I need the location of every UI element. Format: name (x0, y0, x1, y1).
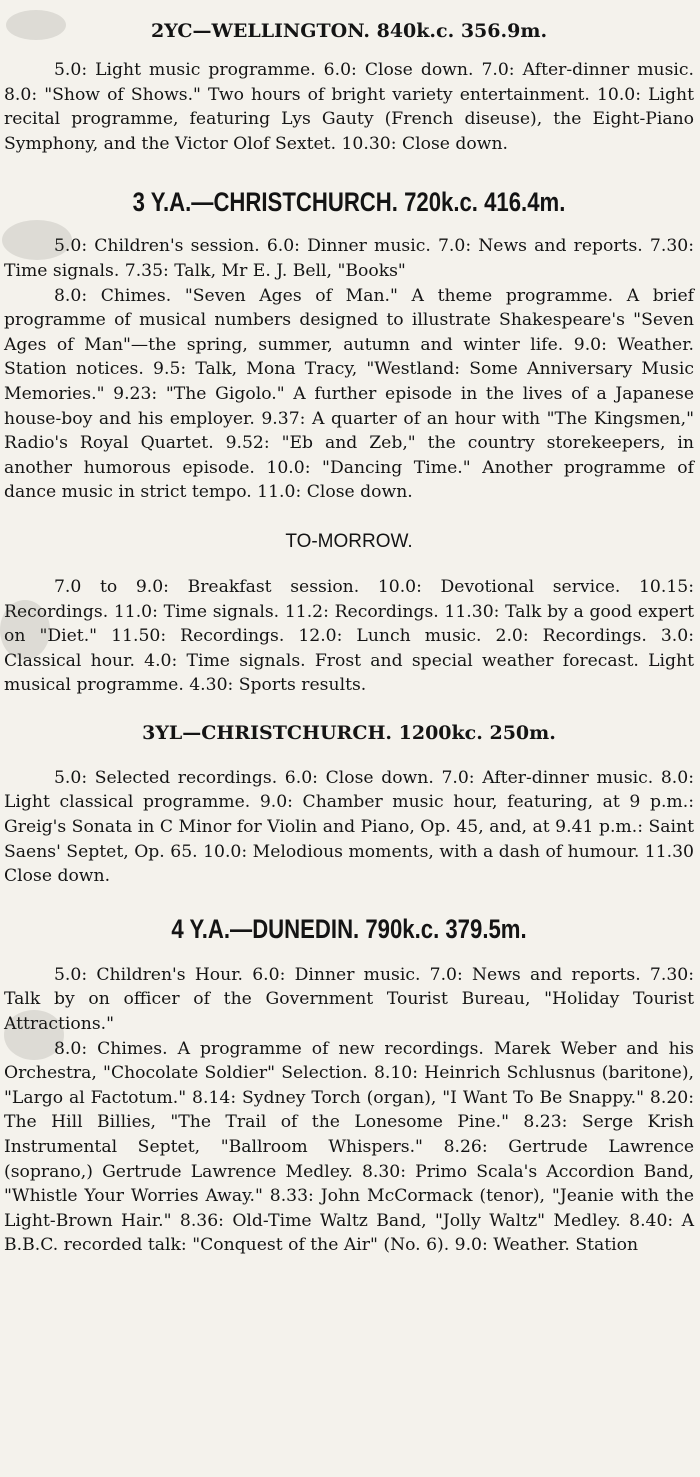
print-speck (4, 1010, 64, 1060)
station-heading: 3YL—CHRISTCHURCH. 1200kc. 250m. (142, 721, 556, 744)
station-heading: 2YC—WELLINGTON. 840k.c. 356.9m. (150, 20, 548, 42)
tomorrow-section (4, 505, 694, 698)
programme-paragraph: 5.0: Children's Hour. 6.0: Dinner music. 7.0: News and reports. 7.30: Talk by on officer of the Government Tourist Bureau, "Holiday Tourist Attractions." (4, 964, 694, 1035)
print-speck (0, 600, 50, 660)
station-section-2yc (4, 0, 694, 156)
station-section-3yl (4, 698, 694, 889)
programme-paragraph: 7.0 to 9.0: Breakfast session. 10.0: Devotional service. 10.15: Recordings. 11.0: Time signals. 11.2: Recordings. 11.30: Talk by a good expert on "Diet." 11.50: Recordings. 12.0: Lunch music. 2.0: Recordings. 3.0: Classical hour. 4.0: Time signals. Frost and special weather forecast. Light musical programme. 4.30: Sports results. (4, 576, 694, 696)
programme-paragraph: 8.0: Chimes. "Seven Ages of Man." A theme programme. A brief programme of musical numbers designed to illustrate Shakespeare's "Seven Ages of Man"—the spring, summer, autumn and winter life. 9.0: Weather. Station notices. 9.5: Talk, Mona Tracy, "Westland: Some Anniversary Music Memories." 9.23: "The Gigolo." A further episode in the lives of a Japanese house-boy and his employer. 9.37: A quarter of an hour with "The Kingsmen," Radio's Royal Quartet. 9.52: "Eb and Zeb," the country storekeepers, in another humorous episode. 10.0: "Dancing Time." Another programme of dance music in strict tempo. 11.0: Close down. (4, 285, 694, 503)
station-section-3ya (4, 156, 694, 505)
station-section-4ya (4, 889, 694, 1258)
programme-paragraph: 5.0: Light music programme. 6.0: Close down. 7.0: After-dinner music. 8.0: "Show of Shows." Two hours of bright variety entertainment. 10.0: Light recital programme, featuring Lys Gauty (French diseuse), the Eight-Piano Symphony, and the Victor Olof Sextet. 10.30: Close down. (4, 60, 694, 154)
print-speck (2, 220, 72, 260)
programme-paragraph: 8.0: Chimes. A programme of new recordings. Marek Weber and his Orchestra, "Chocolate Soldier" Selection. 8.10: Heinrich Schlusnus (baritone), "Largo al Factotum." 8.14: Sydney Torch (organ), "I Want To Be Snappy." 8.20: The Hill Billies, "The Trail of the Lonesome Pine." 8.23: Serge Krish Instrumental Septet, "Ballroom Whispers." 8.26: Gertrude Lawrence (soprano,) Gertrude Lawrence Medley. 8.30: Primo Scala's Accordion Band, "Whistle Your Worries Away." 8.33: John McCormack (tenor), "Jeanie with the Light-Brown Hair." 8.36: Old-Time Waltz Band, "Jolly Waltz" Medley. 8.40: A B.B.C. recorded talk: "Conquest of the Air" (No. 6). 9.0: Weather. Station (4, 1038, 694, 1256)
print-speck (6, 10, 66, 40)
station-heading: 4 Y.A.—DUNEDIN. 790k.c. 379.5m. (171, 913, 527, 944)
programme-paragraph: 5.0: Selected recordings. 6.0: Close down. 7.0: After-dinner music. 8.0: Light classical programme. 9.0: Chamber music hour, featuring, at 9 p.m.: Greig's Sonata in C Minor for Violin and Piano, Op. 45, and, at 9.41 p.m.: Saint Saens' Septet, Op. 65. 10.0: Melodious moments, with a dash of humour. 11.30 Close down. (4, 767, 694, 887)
station-heading: 3 Y.A.—CHRISTCHURCH. 720k.c. 416.4m. (132, 187, 566, 218)
tomorrow-heading: TO-MORROW. (285, 530, 413, 552)
programme-paragraph: 5.0: Children's session. 6.0: Dinner music. 7.0: News and reports. 7.30: Time signals. 7.35: Talk, Mr E. J. Bell, "Books" (4, 236, 694, 281)
